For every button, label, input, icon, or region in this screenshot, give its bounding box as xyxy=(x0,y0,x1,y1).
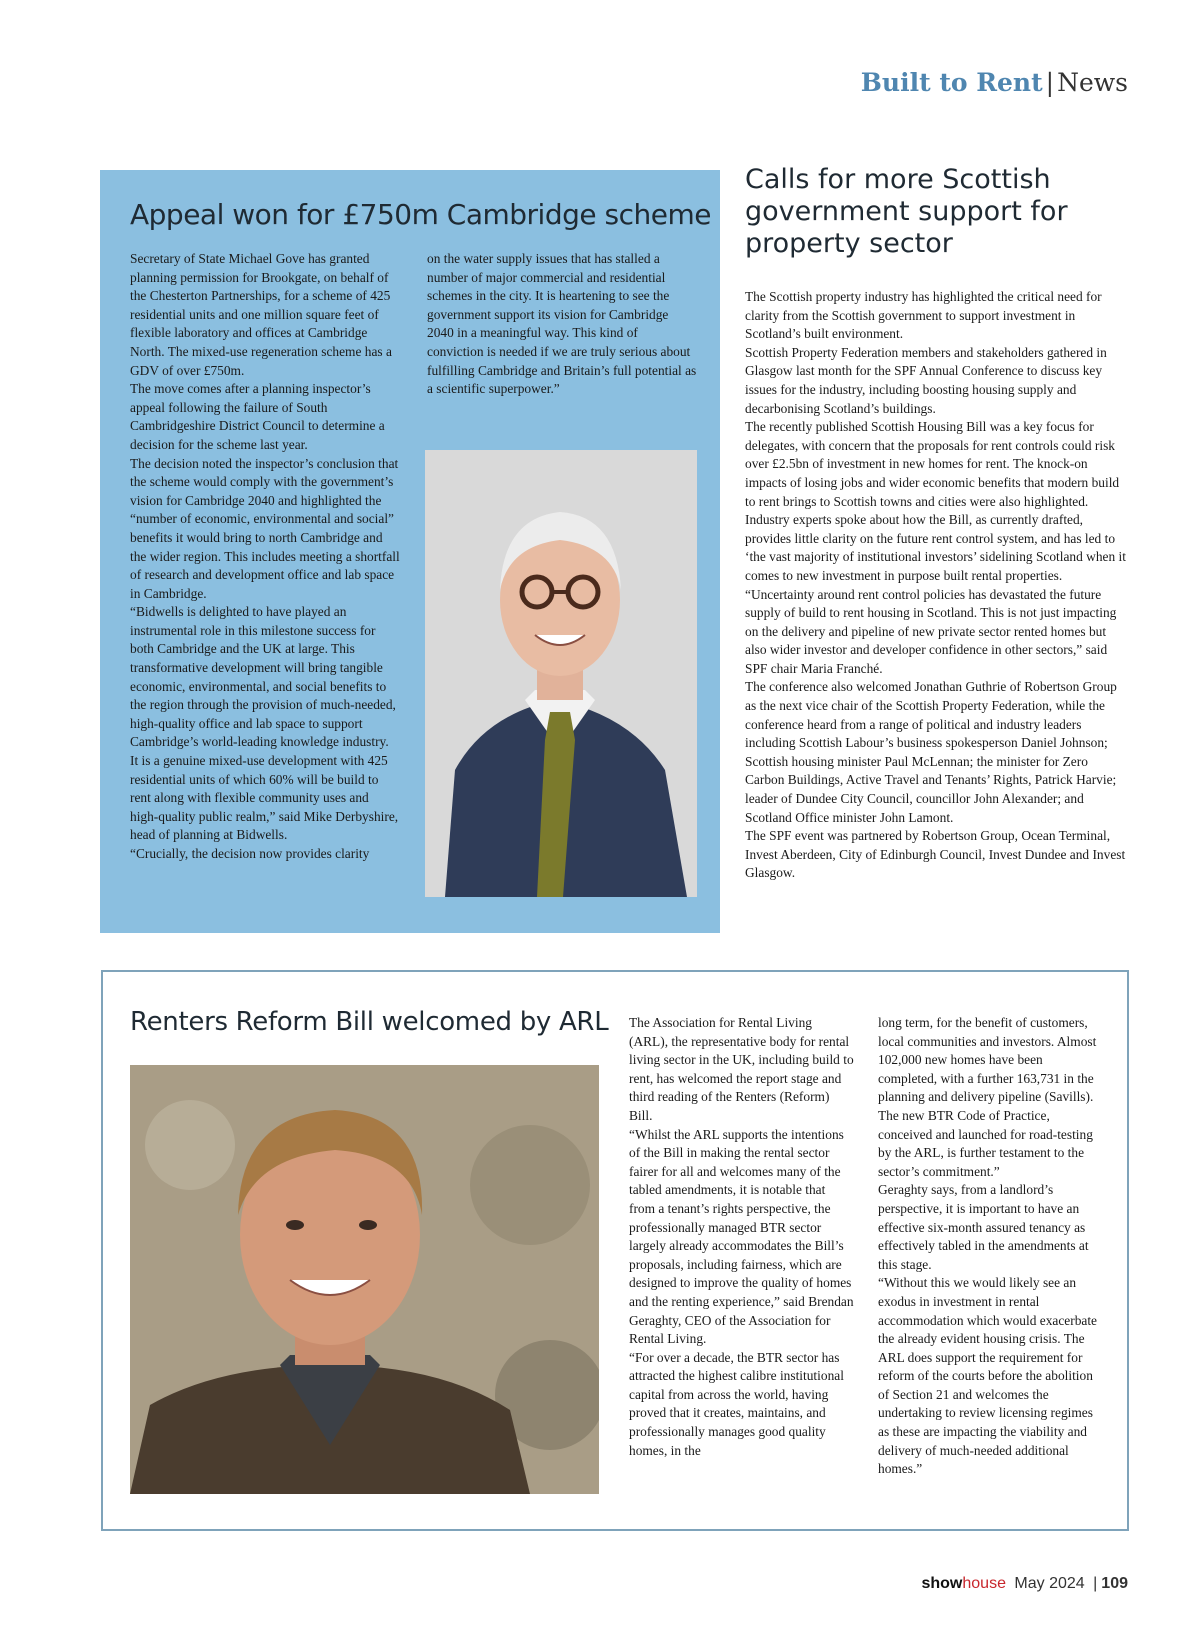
story-renters-column-2 xyxy=(878,1014,1098,1479)
paragraph: “Whilst the ARL supports the intentions of the Bill in making the rental sector fairer for all and welcomes many of the tabled amendments, it is notable that from a tenant’s rights perspective, the professionally managed BTR sector largely already accommodates the Bill’s proposals, including fairness, which are designed to improve the quality of homes and the renting experience,” said Brendan Geraghty, CEO of the Association for Rental Living. xyxy=(629,1126,854,1347)
story-appeal-column-2 xyxy=(427,250,697,399)
page-number: 109 xyxy=(1101,1575,1128,1592)
story-appeal-box xyxy=(100,170,720,933)
paragraph: “Uncertainty around rent control policies has devastated the future supply of build to rent housing in Scotland. This is not just impacting on the delivery and pipeline of new private sector rented homes but also wider investor and developer confidence in other sectors,” said SPF chair Maria Franché. xyxy=(745,586,1117,676)
page-footer xyxy=(921,1575,1128,1593)
paragraph: The decision noted the inspector’s conclusion that the scheme would comply with the government’s vision for Cambridge 2040 and highlighted the “number of economic, environmental and social” benefits it would bring to north Cambridge and the wider region. This includes meeting a shortfall of research and development office and lab space in Cambridge. xyxy=(130,455,400,601)
story-renters-reform-box xyxy=(101,970,1129,1531)
brand-show: show xyxy=(921,1575,963,1592)
portrait-illustration xyxy=(425,450,697,897)
paragraph: “Without this we would likely see an exodus in investment in rental accommodation which would exacerbate the already evident housing crisis. The ARL does support the requirement for reform of the courts before the abolition of Section 21 and welcomes the undertaking to review licensing regimes as these are impacting the viability and delivery of much-needed additional homes.” xyxy=(878,1275,1097,1477)
section-header xyxy=(861,68,1128,97)
portrait-photo-glasses-man xyxy=(425,450,697,897)
paragraph: “Crucially, the decision now provides clarity xyxy=(130,846,370,861)
paragraph: Scottish Property Federation members and stakeholders gathered in Glasgow last month for the SPF Annual Conference to discuss key issues for the industry, including boosting housing supply and decarbonising Scotland’s buildings. xyxy=(745,344,1107,416)
story-appeal-column-1 xyxy=(130,250,400,864)
paragraph: on the water supply issues that has stalled a number of major commercial and residential schemes in the city. It is heartening to see the government support its vision for Cambridge 2040 in a meaningful way. This kind of conviction is needed if we are truly serious about fulfilling Cambridge and Britain’s full potential as a scientific superpower.” xyxy=(427,251,697,397)
paragraph: The Scottish property industry has highlighted the critical need for clarity from the Scottish government to support investment in Scotland’s built environment. xyxy=(745,289,1102,342)
paragraph: Geraghty says, from a landlord’s perspective, it is important to have an effective six-month assured tenancy as effectively tabled in the amendments at this stage. xyxy=(878,1182,1089,1272)
paragraph: long term, for the benefit of customers, local communities and investors. Almost 102,000 new homes have been completed, with a further 163,731 in the planning and delivery pipeline (Savills). The new BTR Code of Practice, conceived and launched for road-testing by the ARL, is further testament to the sector’s commitment.” xyxy=(878,1015,1097,1179)
story-renters-column-1 xyxy=(629,1014,854,1460)
paragraph: Secretary of State Michael Gove has granted planning permission for Brookgate, on behalf of the Chesterton Partnerships, for a scheme of 425 residential units and one million square feet of flexible laboratory and offices at Cambridge North. The mixed-use regeneration scheme has a GDV of over £750m. xyxy=(130,251,392,378)
story-scottish-body xyxy=(745,288,1130,883)
paragraph: The Association for Rental Living (ARL), the representative body for rental living sector in the UK, including build to rent, has welcomed the report stage and third reading of the Renters (Reform) Bill. xyxy=(629,1015,854,1123)
paragraph: “For over a decade, the BTR sector has attracted the highest calibre institutional capital from across the world, having proved that it creates, maintains, and professionally manages good quality homes, in the xyxy=(629,1349,844,1458)
paragraph: The conference also welcomed Jonathan Guthrie of Robertson Group as the next vice chair of the Scottish Property Federation, while the conference heard from a range of political and industry leaders including Scottish Labour’s business spokesperson Daniel Johnson; Scottish housing minister Paul McLennan; the minister for Zero Carbon Buildings, Active Travel and Tenants’ Rights, Patrick Harvie; leader of Dundee City Council, councillor John Alexander; and Scotland Office minister John Lamont. xyxy=(745,679,1117,825)
story-appeal-title: Appeal won for £750m Cambridge scheme xyxy=(130,198,711,231)
issue-date: May 2024 xyxy=(1014,1575,1085,1592)
footer-separator: | xyxy=(1093,1575,1098,1592)
paragraph: The move comes after a planning inspector’s appeal following the failure of South Cambridgeshire District Council to determine a decision for the scheme last year. xyxy=(130,381,385,452)
paragraph: “Bidwells is delighted to have played an instrumental role in this milestone success for both Cambridge and the UK at large. This transformative development will bring tangible economic, environmental, and social benefits to the region through the provision of much-needed, high-quality office and lab space to support Cambridge’s world-leading knowledge industry. It is a genuine mixed-use development with 425 residential units of which 60% will be build to rent along with flexible community uses and high-quality public realm,” said Mike Derbyshire, head of planning at Bidwells. xyxy=(130,604,399,843)
category-label: News xyxy=(1057,68,1128,97)
brand-house: house xyxy=(962,1575,1006,1592)
paragraph: Industry experts spoke about how the Bill, as currently drafted, provides little clarity on the future rent control system, and has led to ‘the vast majority of institutional investors’ sidelining Scotland when it comes to new investment in purpose built rental properties. xyxy=(745,512,1126,583)
paragraph: The recently published Scottish Housing Bill was a key focus for delegates, with concern that the proposals for rent controls could risk over £2.5bn of investment in new homes for rent. The knock-on impacts of losing jobs and wider economic benefits that modern build to rent brings to Scottish towns and cities were also highlighted. xyxy=(745,419,1120,509)
portrait-illustration xyxy=(130,1065,599,1494)
paragraph: The SPF event was partnered by Robertson Group, Ocean Terminal, Invest Aberdeen, City of Edinburgh Council, Invest Dundee and Invest Glasgow. xyxy=(745,828,1126,881)
section-title: Built to Rent xyxy=(860,68,1043,97)
story-renters-title: Renters Reform Bill welcomed by ARL xyxy=(130,1007,609,1037)
story-scottish-title: Calls for more Scottish government support for property sector xyxy=(745,164,1068,259)
header-separator: | xyxy=(1045,68,1055,97)
portrait-photo-brendan-geraghty xyxy=(130,1065,599,1494)
